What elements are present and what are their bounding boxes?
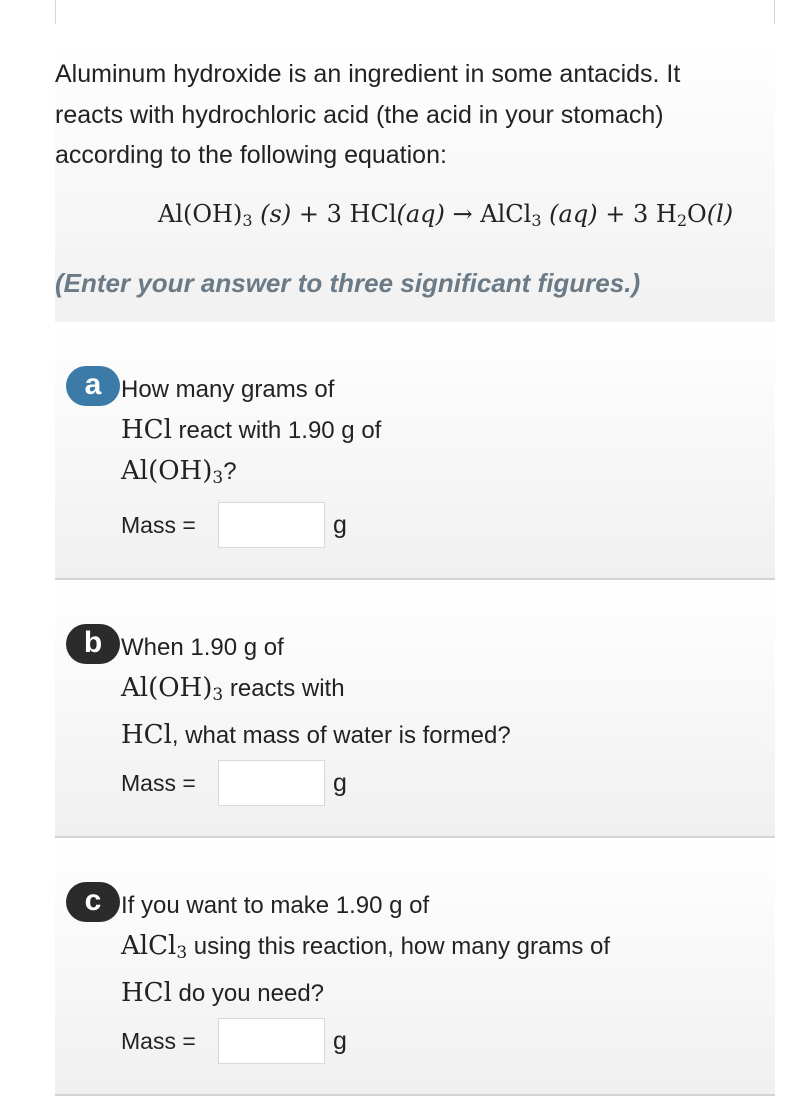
eq-plus1: + [298,200,319,228]
eq-product2-h: H [655,200,677,228]
eq-plus2: + [605,200,626,228]
part-a-line2-text: react with 1.90 g of [171,417,382,444]
part-c-question [121,886,761,1014]
part-b-formula-aloh3-base: Al(OH) [121,673,213,703]
eq-product2-sub: 2 [676,211,688,230]
eq-coef4: 3 [632,200,649,228]
question-part-c [55,838,775,1096]
part-c-line3-text: do you need? [171,980,325,1007]
part-b-formula-aloh3 [121,673,223,703]
part-c-line2 [121,926,761,973]
part-b-question [121,628,761,756]
intro-text: Aluminum hydroxide is an ingredient in some antacids. It reacts with hydrochloric acid (the acid in your stomach) according to the following equation: [55,60,681,169]
part-c-mass-input[interactable] [218,1018,325,1064]
part-b-badge: b [66,624,120,664]
question-part-b [55,580,775,838]
question-part-a [55,322,775,580]
part-a-line1: How many grams of [121,376,335,403]
part-a-badge: a [66,366,120,406]
part-a-formula-aloh3 [121,456,223,486]
eq-product2-state: (l) [706,200,734,228]
eq-reactant2: HCl [349,200,397,228]
part-c-formula-hcl: HCl [121,978,172,1008]
part-c-line3 [121,973,761,1014]
previous-panel-edge [55,0,775,24]
part-c-formula-alcl3-base: AlCl [121,931,177,961]
part-a-mass-input[interactable] [218,502,325,548]
eq-product2-o: O [687,200,707,228]
part-a-line3 [121,451,761,498]
sig-fig-instructions: (Enter your answer to three significant figures.) [55,268,641,298]
eq-arrow: → [452,200,473,228]
part-a-formula-aloh3-base: Al(OH) [121,456,213,486]
eq-reactant1-sub: 3 [242,211,253,230]
part-b-line2 [121,668,761,715]
part-a-question [121,370,761,498]
part-a-formula-aloh3-sub: 3 [212,468,224,488]
part-a-unit: g [333,511,347,539]
part-b-mass-input[interactable] [218,760,325,806]
part-c-badge: c [66,882,120,922]
part-b-line2-text: reacts with [223,675,345,702]
part-c-unit: g [333,1027,347,1055]
part-c-mass-label: Mass = [121,1028,196,1054]
part-b-line1: When 1.90 g of [121,634,284,661]
part-b-formula-hcl: HCl [121,720,172,750]
problem-intro [55,40,775,324]
part-a-line2 [121,410,761,451]
eq-coef2: 3 [326,200,342,228]
part-c-formula-alcl3-sub: 3 [176,943,188,963]
part-a-formula-hcl: HCl [121,415,172,445]
part-b-mass-label: Mass = [121,770,196,796]
part-a-mass-label: Mass = [121,512,196,538]
part-b-line3-text: , what mass of water is formed? [171,722,511,749]
part-b-line3 [121,715,761,756]
eq-product1: AlCl [480,200,532,228]
part-a-line3-text: ? [223,458,237,485]
eq-product1-state: (aq) [549,200,598,228]
eq-reactant2-state: (aq) [396,200,445,228]
part-b-unit: g [333,769,347,797]
part-b-formula-aloh3-sub: 3 [212,685,224,705]
part-c-formula-alcl3 [121,931,187,961]
eq-reactant1-state: (s) [260,200,292,228]
chemical-equation [158,200,778,230]
eq-product1-sub: 3 [531,211,542,230]
eq-reactant1: Al(OH) [158,200,243,228]
part-c-line2-text: using this reaction, how many grams of [187,933,610,960]
part-c-line1: If you want to make 1.90 g of [121,892,430,919]
